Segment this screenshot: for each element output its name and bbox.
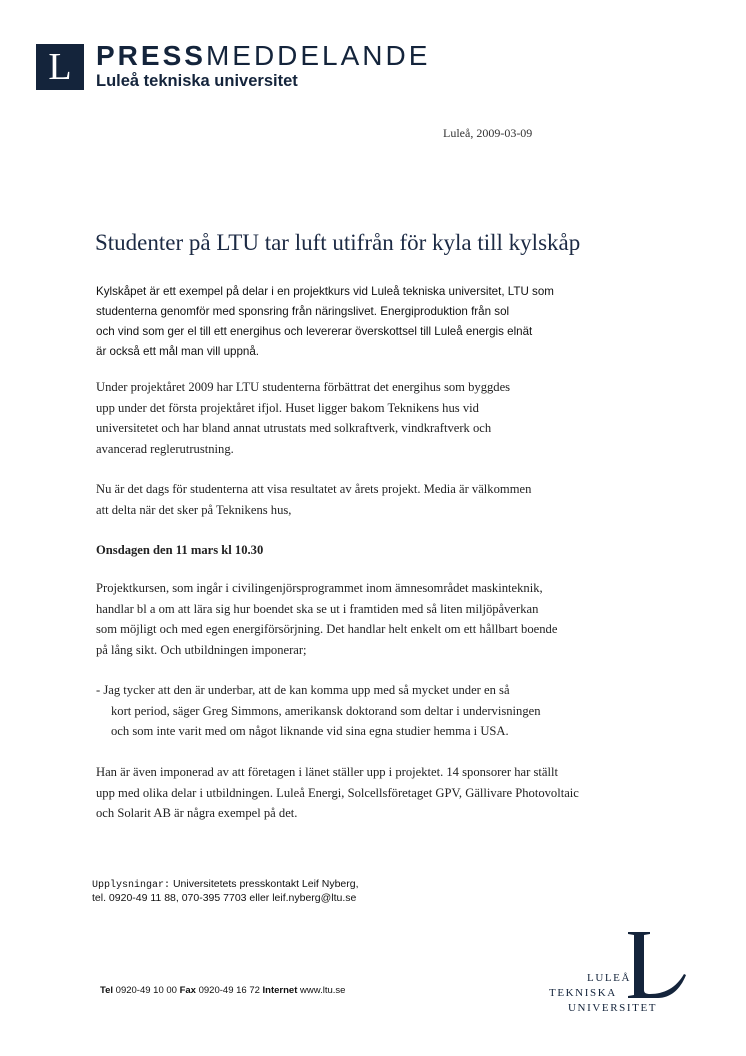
event-date xyxy=(96,540,656,561)
footer-contact xyxy=(100,985,345,996)
tel-number: 0920-49 10 00 xyxy=(115,985,177,996)
paragraph-line: att delta när det sker på Teknikens hus, xyxy=(96,502,292,517)
tel-label: Tel xyxy=(100,985,114,996)
paragraph-2 xyxy=(96,479,656,520)
contact-line-2: tel. 0920-49 11 88, 070-395 7703 eller leif.nyberg@ltu.se xyxy=(92,892,357,904)
logo-letter: L xyxy=(48,46,72,88)
website-link[interactable]: www.ltu.se xyxy=(300,985,346,996)
press-bold: PRESS xyxy=(96,40,206,71)
paragraph-1 xyxy=(96,377,656,459)
ingress-line: studenterna genomför med sponsring från näringslivet. Energiproduktion från sol xyxy=(96,305,510,318)
fax-label: Fax xyxy=(179,985,196,996)
paragraph-line: och Solarit AB är några exempel på det. xyxy=(96,806,298,820)
paragraph-line: som möjligt och med egen energiförsörjning. Det handlar helt enkelt om ett hållbart boende xyxy=(96,622,558,636)
paragraph-line: upp med olika delar i utbildningen. Luleå Energi, Solcellsföretaget GPV, Gällivare Photovoltaic xyxy=(96,785,579,800)
ingress-line: och vind som ger el till ett energihus och levererar överskottsel till Luleå energis elnät xyxy=(96,325,533,338)
quote-line: - Jag tycker att den är underbar, att de kan komma upp med så mycket under en så xyxy=(96,683,510,697)
ltu-logo-mark xyxy=(36,44,84,90)
paragraph-line: avancerad reglerutrustning. xyxy=(96,441,234,456)
quote-line: och som inte varit med om något liknande vid sina egna studier hemma i USA. xyxy=(111,724,509,738)
paragraph-line: Nu är det dags för studenterna att visa resultatet av årets projekt. Media är välkommen xyxy=(96,482,532,496)
ltu-logo-word-tekniska: TEKNISKA xyxy=(549,987,617,999)
paragraph-line: handlar bl a om att lära sig hur boendet ska se ut i framtiden med så liten miljöpåverkan xyxy=(96,601,539,616)
quote-paragraph xyxy=(96,680,656,742)
press-release-title xyxy=(96,42,430,70)
headline: Studenter på LTU tar luft utifrån för kyla till kylskåp xyxy=(95,230,581,255)
contact-info xyxy=(92,878,359,905)
ltu-logo-word-lulea: LULEÅ xyxy=(587,972,632,984)
paragraph-6 xyxy=(96,762,656,824)
ingress xyxy=(96,282,656,362)
paragraph-line: universitetet och har bland annat utrustats med solkraftverk, vindkraftverk och xyxy=(96,421,492,435)
ltu-l-logo-icon xyxy=(620,930,690,1000)
internet-label: Internet xyxy=(262,985,298,996)
ingress-line: är också ett mål man vill uppnå. xyxy=(96,345,260,358)
ltu-logo-word-universitet: UNIVERSITET xyxy=(568,1002,658,1014)
fax-number: 0920-49 16 72 xyxy=(198,985,260,996)
ingress-line: Kylskåpet är ett exempel på delar i en projektkurs vid Luleå tekniska universitet, LTU som xyxy=(96,285,554,298)
paragraph-4 xyxy=(96,578,656,660)
university-name: Luleå tekniska universitet xyxy=(96,72,298,90)
paragraph-line: Under projektåret 2009 har LTU studenterna förbättrat det energihus som byggdes xyxy=(96,380,511,394)
paragraph-line: upp under det första projektåret ifjol. Huset ligger bakom Teknikens hus vid xyxy=(96,400,479,415)
paragraph-line: på lång sikt. Och utbildningen imponerar; xyxy=(96,642,307,657)
paragraph-line: Han är även imponerad av att företagen i länet ställer upp i projektet. 14 sponsorer har ställt xyxy=(96,765,558,779)
paragraph-line: Projektkursen, som ingår i civilingenjörsprogrammet inom ämnesområdet maskinteknik, xyxy=(96,581,543,595)
quote-line: kort period, säger Greg Simmons, amerikansk doktorand som deltar i undervisningen xyxy=(111,703,541,718)
contact-line-1: Universitetets presskontakt Leif Nyberg, xyxy=(172,878,359,890)
contact-label: Upplysningar: xyxy=(92,880,171,891)
event-date-text: Onsdagen den 11 mars kl 10.30 xyxy=(96,543,264,557)
release-date: Luleå, 2009-03-09 xyxy=(443,126,533,140)
press-thin: MEDDELANDE xyxy=(205,40,431,71)
